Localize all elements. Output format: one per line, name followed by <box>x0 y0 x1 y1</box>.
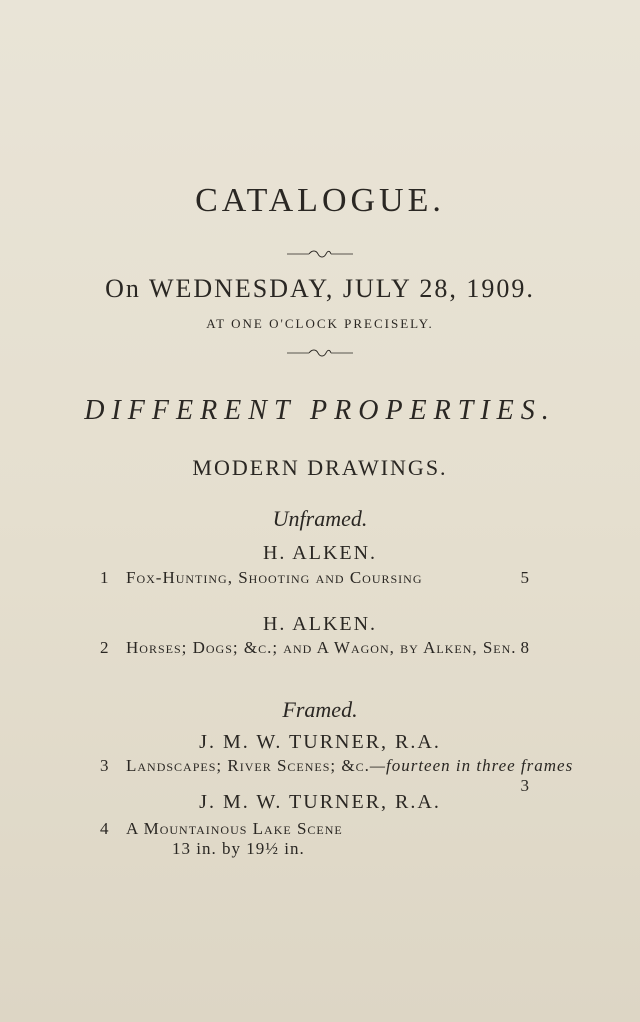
lot-quantity: 8 <box>520 638 530 657</box>
lot-artist: J. M. W. TURNER, R.A. <box>199 791 441 813</box>
lot-number: 3 <box>100 756 110 775</box>
ornament-divider <box>0 249 640 259</box>
lot-artist: J. M. W. TURNER, R.A. <box>199 731 441 753</box>
lot-description <box>126 756 573 776</box>
flourish-icon <box>285 348 355 358</box>
lot-description: Horses; Dogs; &c.; and A Wagon, by Alken, Sen. <box>126 638 517 657</box>
lot-description-tail: —fourteen in three frames <box>369 756 574 775</box>
lot-dimensions: 13 in. by 19½ in. <box>172 839 305 858</box>
lot-description: Fox-Hunting, Shooting and Coursing <box>126 568 423 587</box>
lot-artist: H. ALKEN. <box>262 613 378 635</box>
lot-number: 2 <box>100 638 110 657</box>
lot-description: A Mountainous Lake Scene <box>126 819 343 838</box>
group-subheading: Framed. <box>282 697 358 722</box>
lot-number: 1 <box>100 568 110 587</box>
flourish-icon <box>285 249 355 259</box>
sale-time: AT ONE O'CLOCK PRECISELY. <box>206 316 434 331</box>
catalogue-title: CATALOGUE. <box>195 182 445 219</box>
lot-quantity: 3 <box>520 776 530 795</box>
lot-description-main: Landscapes; River Scenes; &c. <box>126 756 370 775</box>
lot-artist: H. ALKEN. <box>262 542 378 564</box>
ornament-divider <box>0 348 640 358</box>
lot-number: 4 <box>100 819 110 838</box>
lot-quantity: 5 <box>520 568 530 587</box>
group-subheading: Unframed. <box>272 506 368 531</box>
sale-date: On WEDNESDAY, JULY 28, 1909. <box>105 274 535 303</box>
properties-heading: DIFFERENT PROPERTIES. <box>84 395 556 426</box>
section-heading: MODERN DRAWINGS. <box>192 455 448 480</box>
